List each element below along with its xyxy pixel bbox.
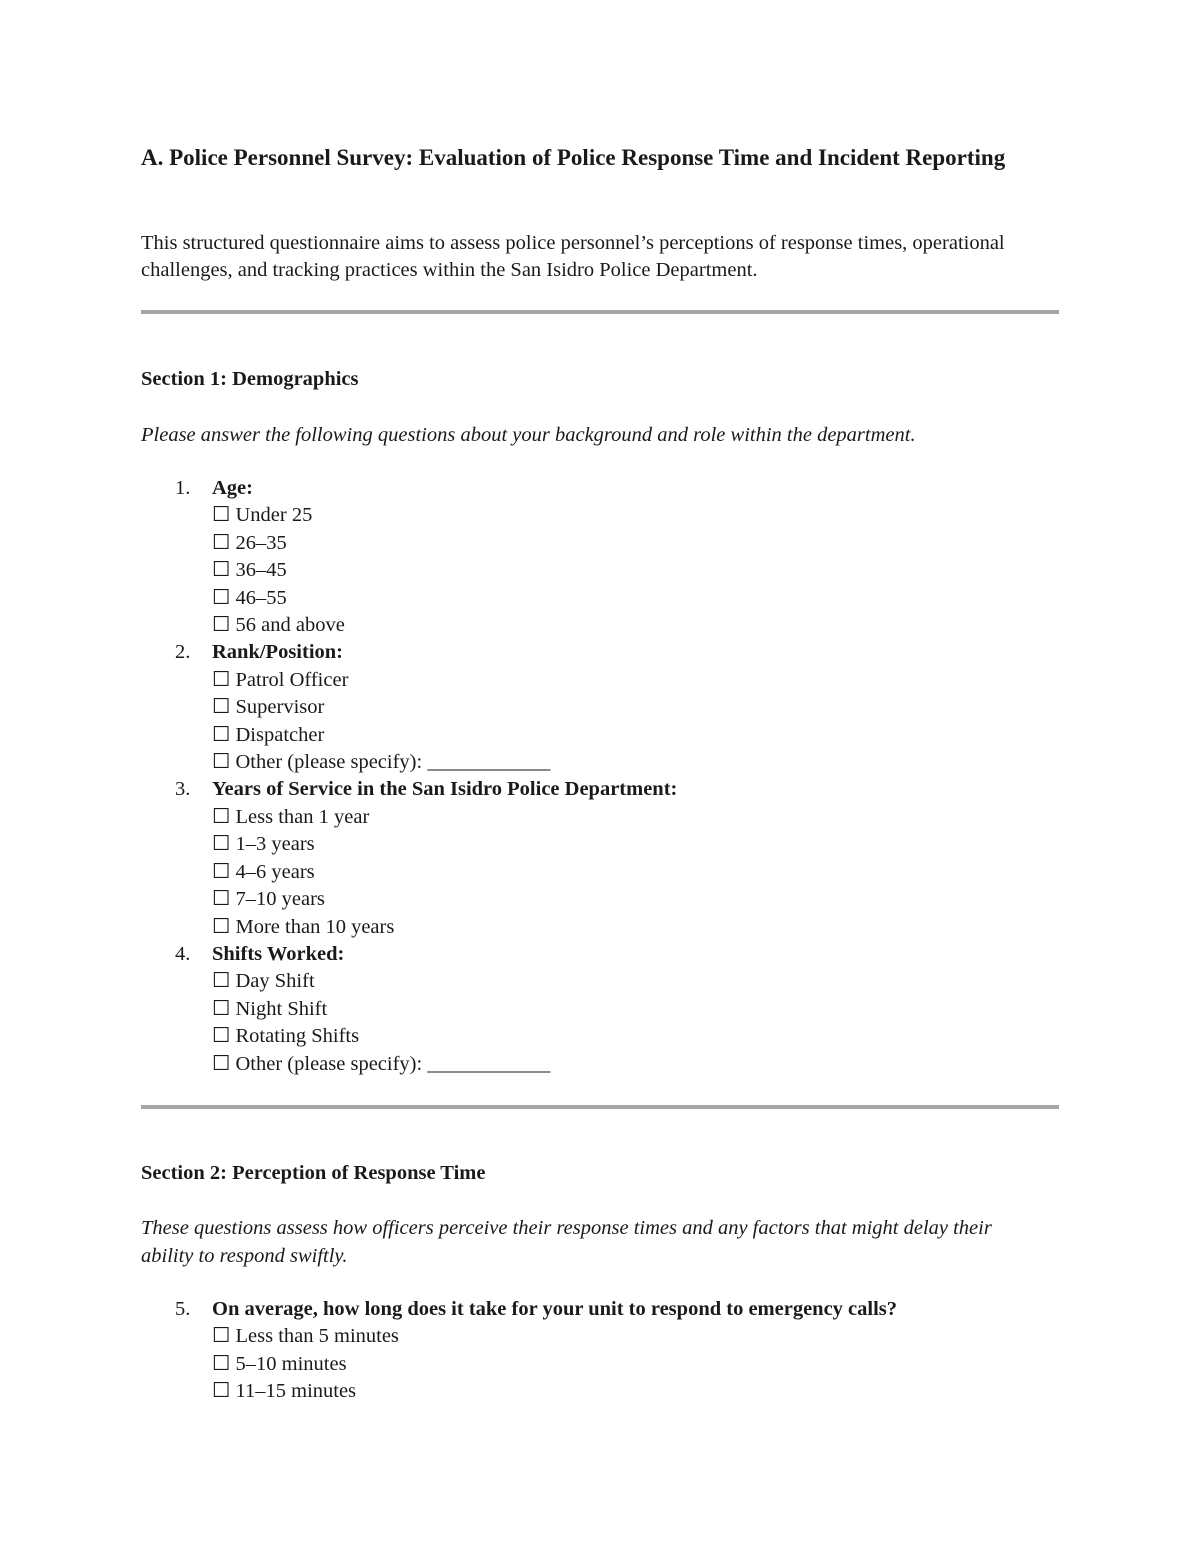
section-1-question-list [141,475,1101,1078]
question-text: Age: [212,477,253,499]
question-number: 4. [175,942,191,965]
question-number: 1. [175,477,191,499]
option-checkbox[interactable]: ☐ Day Shift [212,970,315,993]
horizontal-rule [141,1105,1059,1109]
option-checkbox-with-blank[interactable]: ☐ Other (please specify): ____________ [212,751,551,774]
option-checkbox[interactable]: ☐ 4–6 years [212,860,315,883]
option-checkbox[interactable]: ☐ 26–35 [212,531,287,554]
option-checkbox[interactable]: ☐ 46–55 [212,586,287,609]
question-3 [141,776,1101,940]
question-number: 3. [175,778,191,801]
option-checkbox[interactable]: ☐ Night Shift [212,997,328,1020]
option-checkbox[interactable]: ☐ 1–3 years [212,833,315,856]
question-text: Rank/Position: [212,641,343,664]
question-text: Shifts Worked: [212,942,345,965]
section-1-heading: Section 1: Demographics [141,368,359,390]
page-title: A. Police Personnel Survey: Evaluation of Police Response Time and Incident Reporting [141,145,1006,170]
option-checkbox[interactable]: ☐ More than 10 years [212,915,395,938]
option-checkbox[interactable]: ☐ 11–15 minutes [212,1380,357,1403]
option-checkbox[interactable]: ☐ Supervisor [212,696,325,719]
horizontal-rule [141,310,1059,314]
option-checkbox[interactable]: ☐ 56 and above [212,614,345,637]
option-checkbox[interactable]: ☐ Less than 1 year [212,805,370,828]
section-2-heading: Section 2: Perception of Response Time [141,1162,486,1184]
option-checkbox[interactable]: ☐ Less than 5 minutes [212,1325,399,1348]
question-5 [141,1296,1101,1406]
option-checkbox[interactable]: ☐ 7–10 years [212,888,325,911]
question-number: 2. [175,641,191,664]
option-checkbox[interactable]: ☐ Under 25 [212,504,313,527]
section-1-instruction: Please answer the following questions about your background and role within the department. [141,424,916,446]
question-2 [141,639,1101,776]
section-2-question-list [141,1296,1101,1406]
question-text: On average, how long does it take for your unit to respond to emergency calls? [212,1298,898,1320]
option-checkbox[interactable]: ☐ Patrol Officer [212,668,349,691]
option-checkbox[interactable]: ☐ 5–10 minutes [212,1352,347,1375]
section-2-instruction: These questions assess how officers perceive their response times and any factors that might delay their ability to respond swiftly. [141,1217,992,1267]
question-text: Years of Service in the San Isidro Police Department: [212,778,678,801]
option-checkbox[interactable]: ☐ Dispatcher [212,723,325,746]
intro-paragraph: This structured questionnaire aims to assess police personnel’s perceptions of response times, operational challenges, and tracking practices within the San Isidro Police Department. [141,232,1005,281]
option-checkbox[interactable]: ☐ 36–45 [212,559,287,582]
question-number: 5. [175,1298,191,1320]
option-checkbox[interactable]: ☐ Rotating Shifts [212,1025,360,1048]
option-checkbox-with-blank[interactable]: ☐ Other (please specify): ____________ [212,1052,551,1075]
question-1 [141,475,1101,639]
question-4 [141,941,1101,1078]
